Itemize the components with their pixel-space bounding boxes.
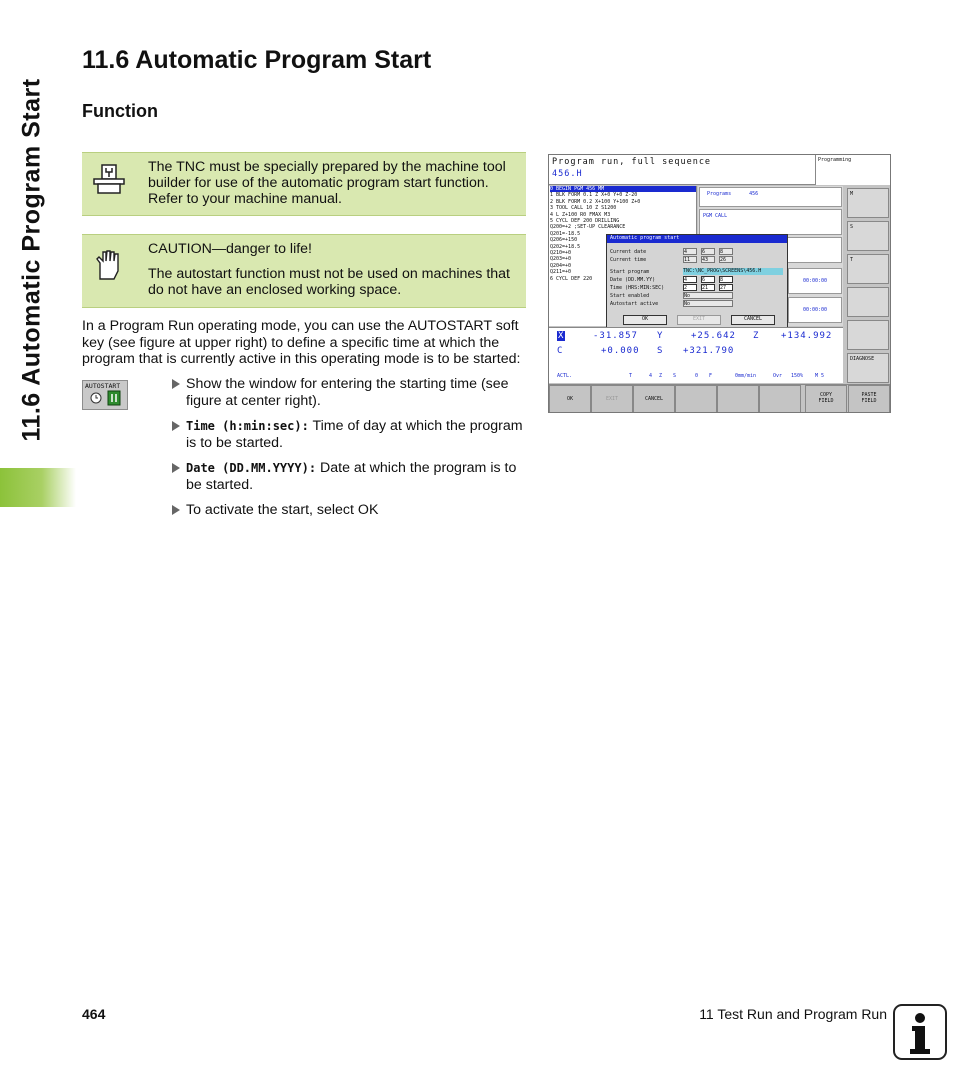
time-hour-input[interactable]: 2 bbox=[683, 284, 697, 291]
softkey-paste-field[interactable]: PASTE FIELD bbox=[848, 385, 890, 413]
chapter-title: 11 Test Run and Program Run bbox=[699, 1006, 887, 1022]
t-softkey[interactable]: T bbox=[847, 254, 889, 284]
mode-right: Programming bbox=[815, 155, 890, 185]
tnc-screenshot bbox=[548, 154, 891, 413]
chapter-tab bbox=[0, 468, 76, 507]
s-softkey[interactable]: S bbox=[847, 221, 889, 251]
machine-note bbox=[82, 152, 526, 216]
dialog-cancel-button[interactable]: CANCEL bbox=[731, 315, 775, 325]
page-number: 464 bbox=[82, 1006, 106, 1022]
arrow-right-icon bbox=[172, 421, 180, 431]
softkey-exit[interactable]: EXIT bbox=[591, 385, 633, 413]
softkey-blank[interactable] bbox=[759, 385, 801, 413]
step-2: Time (h:min:sec): Time of day at which the program is to be started. bbox=[172, 418, 527, 451]
arrow-right-icon bbox=[172, 505, 180, 515]
program-start-icon bbox=[107, 390, 121, 406]
instruction-steps bbox=[172, 376, 527, 528]
horizontal-softkeys bbox=[549, 384, 890, 412]
section-heading: Function bbox=[82, 101, 158, 121]
autostart-softkey-label: AUTOSTART bbox=[85, 382, 121, 390]
machine-note-text: The TNC must be specially prepared by the machine tool builder for use of the automatic program start function. Refer to your machine manual. bbox=[148, 159, 506, 207]
autostart-softkey-image bbox=[82, 380, 128, 410]
arrow-right-icon bbox=[172, 379, 180, 389]
side-title: 11.6 Automatic Program Start bbox=[17, 78, 46, 442]
mode-header: Program run, full sequence 456.H bbox=[549, 155, 815, 185]
m-softkey[interactable]: M bbox=[847, 188, 889, 218]
start-program-field[interactable]: TNC:\NC_PROG\SCREENS\456.H bbox=[683, 268, 783, 275]
arrow-right-icon bbox=[172, 463, 180, 473]
softkey-blank[interactable] bbox=[717, 385, 759, 413]
machine-tool-icon bbox=[92, 163, 126, 195]
step-4: To activate the start, select OK bbox=[172, 502, 527, 519]
dialog-exit-button[interactable]: EXIT bbox=[677, 315, 721, 325]
dialog-ok-button[interactable]: OK bbox=[623, 315, 667, 325]
date-month-input[interactable]: 6 bbox=[701, 276, 715, 283]
intro-paragraph: In a Program Run operating mode, you can use the AUTOSTART soft key (see figure at upper right) to define a specific time at which the program that is currently active in this operating mode is to be started: bbox=[82, 318, 521, 367]
caution-text: The autostart function must not be used on machines that do not have an enclosed working space. bbox=[148, 266, 510, 298]
date-day-input[interactable]: 4 bbox=[683, 276, 697, 283]
softkey-copy-field[interactable]: COPY FIELD bbox=[805, 385, 847, 413]
caution-title: CAUTION—danger to life! bbox=[148, 241, 313, 257]
info-icon bbox=[893, 1004, 947, 1060]
time-min-input[interactable]: 21 bbox=[701, 284, 715, 291]
date-year-input[interactable]: 8 bbox=[719, 276, 733, 283]
softkey-cancel[interactable]: CANCEL bbox=[633, 385, 675, 413]
softkey-blank[interactable] bbox=[675, 385, 717, 413]
status-bar: ACTL. T 4 Z S 0 F 0mm/min Ovr 150% M 5 bbox=[557, 373, 825, 379]
vertical-softkeys bbox=[846, 186, 890, 384]
status-panel: Programs 456 PGM CALL 00:00:00 00:00:00 bbox=[698, 186, 843, 326]
clock-icon bbox=[89, 391, 103, 405]
step-1: Show the window for entering the starting time (see figure at center right). bbox=[172, 376, 527, 409]
blank-softkey[interactable] bbox=[847, 320, 889, 350]
step-3: Date (DD.MM.YYYY): Date at which the program is to be started. bbox=[172, 460, 527, 493]
page-title: 11.6 Automatic Program Start bbox=[82, 46, 432, 74]
position-display: X -31.857 Y +25.642 Z +134.992 C +0.000 S +321.790 ACTL. T 4 Z S 0 F 0mm/min Ovr 150% M 5 bbox=[549, 327, 843, 383]
diagnose-softkey[interactable]: DIAGNOSE bbox=[847, 353, 889, 383]
autostart-dialog: Automatic program start Current date 4 6 8 Current time 11 43 26 Start program TNC:\NC_PROG\SCREENS\456.H Date (DD.MM.YY) 4 6 8 Time (HRS:MIN:SEC) 2 21 27 Start enabled No Autostart active No OK EXIT CANCEL bbox=[606, 234, 788, 329]
hand-warning-icon bbox=[92, 249, 126, 281]
blank-softkey[interactable] bbox=[847, 287, 889, 317]
caution-note bbox=[82, 234, 526, 308]
time-sec-input[interactable]: 27 bbox=[719, 284, 733, 291]
softkey-ok[interactable]: OK bbox=[549, 385, 591, 413]
program-listing: 0 BEGIN PGM 456 MM 1 BLK FORM 0.1 Z X+0 Y+0 Z-20 2 BLK FORM 0.2 X+100 Y+100 Z+0 3 TOOL CALL 10 Z S1200 4 L Z+100 R0 FMAX M3 5 CYCL DEF 200 DRILLING Q200=+2 ;SET-UP CLEARANCE Q201=-18.5 Q206=+150 Q202=+18.5 Q210=+0 Q203=+0 Q204=+0 Q211=+0 6 CYCL DEF 220 bbox=[549, 186, 697, 326]
